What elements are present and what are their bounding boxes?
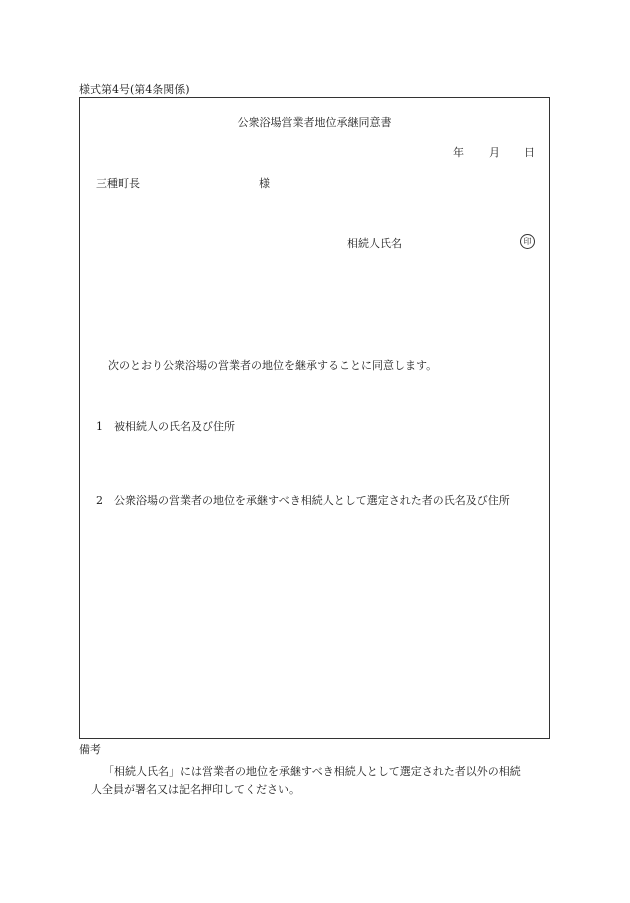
date-year-label: 年 [453, 146, 464, 159]
addressee: 三種町長 [96, 177, 140, 190]
heir-name-label: 相続人氏名 [347, 237, 402, 250]
form-number-label: 様式第4号(第4条関係) [79, 83, 190, 96]
document-title: 公衆浴場営業者地位承継同意書 [237, 116, 392, 129]
seal-mark-icon: 印 [520, 234, 535, 249]
date-month-label: 月 [489, 146, 500, 159]
remarks-label: 備考 [79, 743, 101, 756]
date-day-label: 日 [524, 146, 535, 159]
item-successor-name-address: 2 公衆浴場の営業者の地位を承継すべき相続人として選定された者の氏名及び住所 [96, 494, 510, 507]
remarks-line-1: 「相続人氏名」には営業者の地位を承継すべき相続人として選定された者以外の相続 [103, 765, 521, 778]
honorific: 様 [259, 177, 270, 190]
item-deceased-name-address: 1 被相続人の氏名及び住所 [96, 420, 235, 433]
remarks-line-2: 人全員が署名又は記名押印してください。 [91, 783, 300, 796]
consent-statement: 次のとおり公衆浴場の営業者の地位を継承することに同意します。 [108, 359, 438, 372]
